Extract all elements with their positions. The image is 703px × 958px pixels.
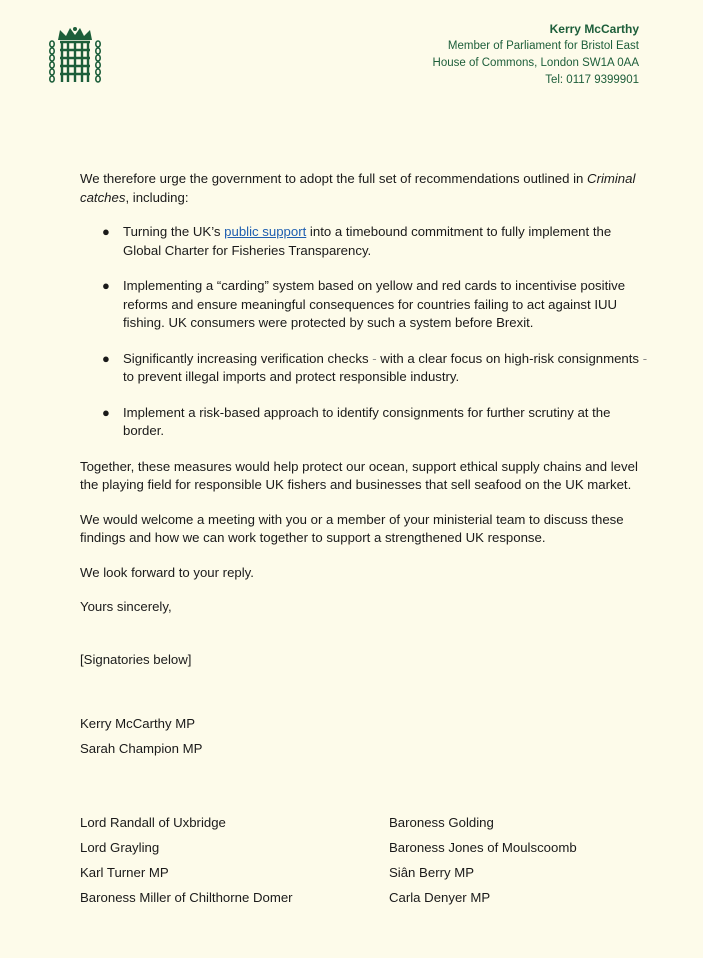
list-item: ● Implementing a “carding” system based on yellow and red cards to incentivise positive reforms and ensure meaningful consequences for countries failing to act against IUU fishing. UK consumers were protected by such a system before Brexit. (102, 278, 626, 330)
sender-address: House of Commons, London SW1A 0AA (432, 57, 639, 69)
list-item: ● Implement a risk-based approach to identify consignments for further scrutiny at the border. (102, 404, 611, 438)
signatory: Baroness Golding (389, 815, 494, 830)
reply-paragraph: We look forward to your reply. (80, 564, 254, 580)
signatory: Karl Turner MP (80, 865, 169, 880)
signatory: Sarah Champion MP (80, 741, 203, 756)
signatory: Siân Berry MP (389, 865, 475, 880)
intro-paragraph: We therefore urge the government to adopt the full set of recommendations outlined in Criminal catches, including: (80, 171, 636, 205)
sender-tel: Tel: 0117 9399901 (545, 74, 639, 86)
bullet-icon: ● (102, 404, 110, 420)
portcullis-icon (48, 26, 102, 86)
bullet-icon: ● (102, 350, 110, 366)
letter-body (80, 170, 650, 669)
signatory: Lord Randall of Uxbridge (80, 815, 226, 830)
report-title: Criminal catches (80, 171, 636, 205)
bullet-icon: ● (102, 278, 110, 293)
measures-paragraph: Together, these measures would help protect our ocean, support ethical supply chains and level the playing field for responsible UK fishers and businesses that sell seafood on the UK market. (80, 458, 638, 492)
signatories-right (389, 810, 577, 910)
list-item: ● Turning the UK’s public support into a timebound commitment to fully implement the Global Charter for Fisheries Transparency. (102, 224, 612, 258)
signatories-left (80, 810, 389, 910)
signatory: Lord Grayling (80, 840, 160, 855)
public-support-link[interactable]: public support (224, 224, 307, 239)
signatory: Kerry McCarthy MP (80, 716, 196, 731)
sender-role: Member of Parliament for Bristol East (447, 40, 639, 52)
signatory: Baroness Miller of Chilthorne Domer (80, 890, 293, 905)
sign-off: Yours sincerely, (80, 599, 172, 614)
letterhead (433, 21, 639, 89)
signatory: Baroness Jones of Moulscoomb (389, 840, 577, 855)
recommendations-list (80, 223, 650, 441)
signatory-columns (80, 810, 640, 910)
signatories-note: [Signatories below] (80, 651, 192, 667)
primary-signatories (80, 711, 202, 761)
bullet-icon: ● (102, 224, 110, 239)
list-item: ● Significantly increasing verification checks - with a clear focus on high-risk consignments - to prevent illegal imports and protect responsible industry. (102, 350, 648, 384)
sender-name: Kerry McCarthy (549, 22, 639, 36)
signatory: Carla Denyer MP (389, 890, 491, 905)
meeting-paragraph: We would welcome a meeting with you or a member of your ministerial team to discuss these findings and how we can work together to support a strengthened UK response. (80, 511, 624, 545)
